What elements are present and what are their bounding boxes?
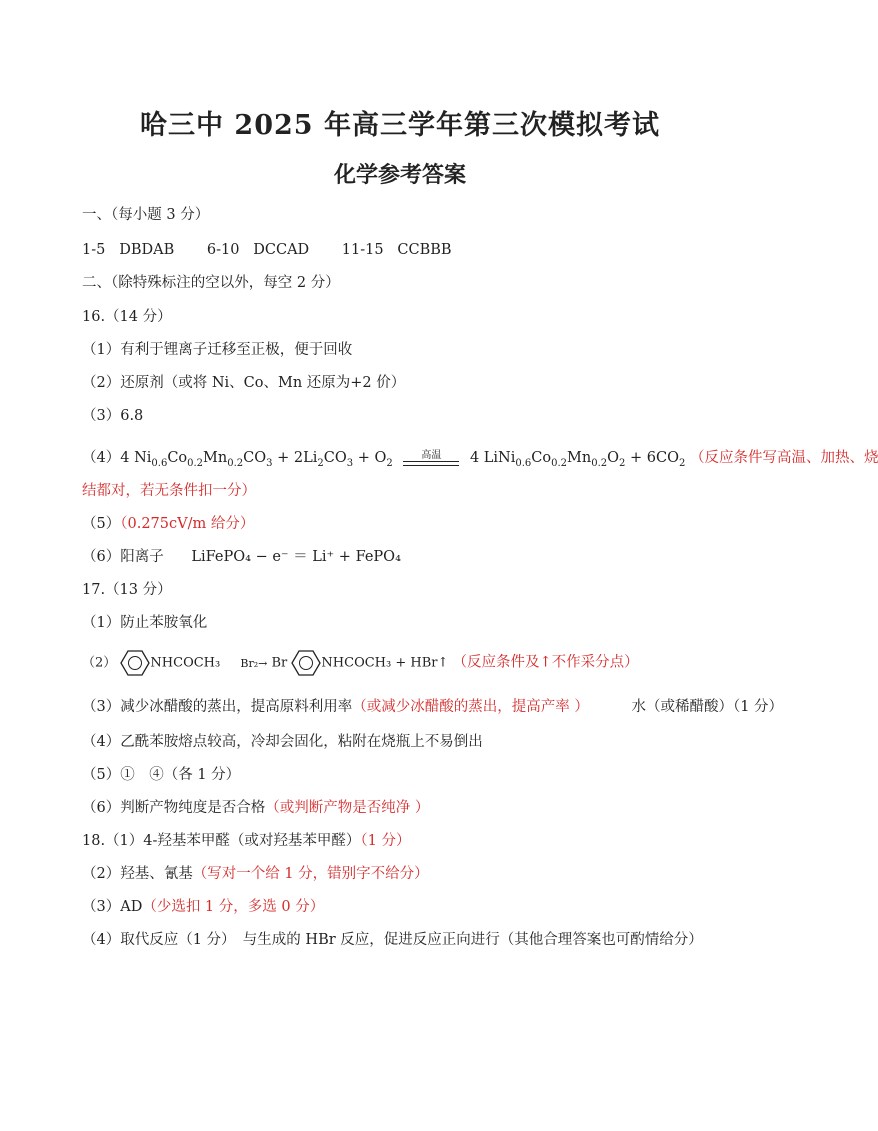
answer-group [82,240,174,260]
answer-range: 11-15 [341,242,384,258]
q17-part1: （1）防止苯胺氧化 [82,615,208,631]
q18-part3 [82,897,324,917]
answer-range: 6-10 [206,242,240,258]
byproduct: + HBr↑ [395,655,449,671]
q17-heading: 17.（13 分） [82,582,172,598]
q17-part4: （4）乙酰苯胺熔点较高，冷却会固化，粘附在烧瓶上不易倒出 [82,734,483,750]
q17-part6-note: （或判断产物是否纯净 ） [265,800,430,816]
q18-part1-note: （1 分） [360,833,411,849]
q16-part3: （3）6.8 [82,408,144,424]
reagent: Br₂→ [240,656,268,670]
q18-part2-text: （2）羟基、氰基 [82,866,193,882]
section1-answers [82,240,480,260]
answer-keys: CCBBB [397,242,452,258]
q17-part5: （5）① ④（各 1 分） [82,767,241,783]
q16-heading: 16.（14 分） [82,309,172,325]
answer-group [342,240,452,260]
q16-part4-note: （反应条件写高温、加热、烧 [689,450,878,466]
q16-part5-value: （0.275cV/m 给分） [120,516,255,532]
q18-part1-text: 18.（1）4-羟基苯甲醛（或对羟基苯甲醛） [82,833,361,849]
q16-part5-label: （5） [82,516,121,532]
q17-part3-text: （3）减少冰醋酸的蒸出，提高原料利用率 [82,699,353,715]
page-subtitle: 化学参考答案 [333,162,466,188]
q18-part3-note: （少选扣 1 分，多选 0 分） [142,899,325,915]
section2-heading: 二、（除特殊标注的空以外，每空 2 分） [82,275,340,291]
q17-part6-text: （6）判断产物纯度是否合格 [82,800,266,816]
q18-part4: （4）取代反应（1 分） 与生成的 HBr 反应，促进反应正向进行（其他合理答案也可酌情给分） [82,932,703,948]
answer-keys: DCCAD [253,242,310,258]
reaction-condition: 高温 [403,450,459,466]
q16-part6-label: （6）阳离子 [82,549,164,565]
q16-part4-note-cont: 结都对，若无条件扣一分） [82,483,256,499]
answer-range: 1-5 [82,242,106,258]
q16-part4-label: （4） [82,450,121,466]
q16-part4-equation: （4）4 $Ni_{0.6}Co_{0.2}Mn_{0.2}CO_3 + 2Li_2CO_3 + O_2$ 高温 4 $LiNi_{0.6}Co_{0.2}Mn_{0.2}O_2 + 6CO_2$ （反应条件写高温、加热、烧 [82,450,878,469]
benzene-ring-icon [291,650,321,676]
q18-part1 [82,831,411,851]
q17-part3-note: （或减少冰醋酸的蒸出，提高产率 ） [352,699,589,715]
q17-part2-reaction [82,650,639,676]
q16-part6 [82,547,401,567]
q18-part2-note: （写对一个给 1 分，错别字不给分） [192,866,429,882]
answer-group [207,240,309,260]
q17-part2-label: （2） [82,655,117,671]
page-title: 哈三中 2025 年高三学年第三次模拟考试 [140,110,660,141]
bromo-substituent: Br [271,655,288,671]
q16-part1: （1）有利于锂离子迁移至正极，便于回收 [82,342,353,358]
q18-part2 [82,864,429,884]
q17-part3 [82,697,783,717]
q16-part6-equation: LiFePO₄ − e⁻ ＝ Li⁺ + FePO₄ [191,549,401,565]
q18-part3-text: （3）AD [82,899,143,915]
q17-part6 [82,798,429,818]
q16-part5 [82,514,254,534]
q17-part2-note: （反应条件及↑不作采分点） [452,654,639,671]
product-group: NHCOCH₃ [321,655,392,671]
section1-heading: 一、（每小题 3 分） [82,207,210,223]
reactant-group: NHCOCH₃ [150,655,221,671]
benzene-ring-icon [120,650,150,676]
q17-part3-extra: 水（或稀醋酸）（1 分） [631,699,784,715]
q16-part2: （2）还原剂（或将 Ni、Co、Mn 还原为+2 价） [82,375,406,391]
answer-keys: DBDAB [119,242,175,258]
